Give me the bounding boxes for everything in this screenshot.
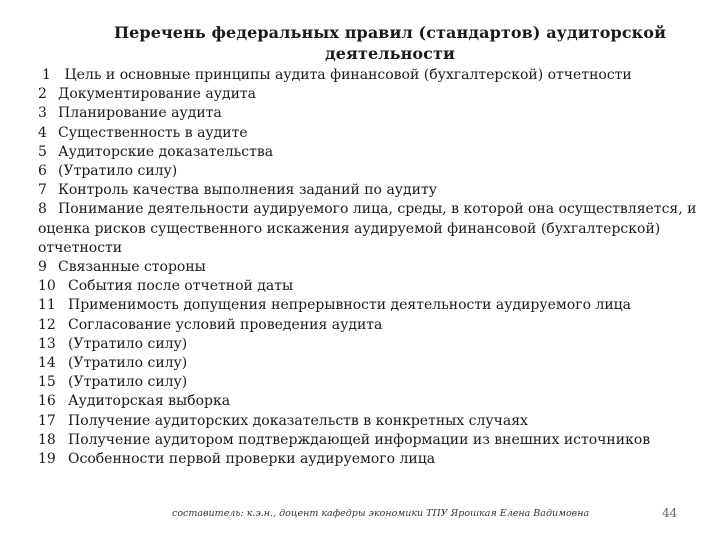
item-number: 10 [38,278,56,295]
item-text: События после отчетной даты [68,278,294,295]
item-number: 13 [38,335,56,352]
item-text: Понимание деятельности аудируемого лица, среды, в которой она осуществляется, и оценка рисков существенного искажения аудируемой финансовой (бухгалтерской) отчетности [38,201,697,256]
item-text: Применимость допущения непрерывности деятельности аудируемого лица [68,297,632,314]
item-text: Согласование условий проведения аудита [68,316,383,333]
list-item [38,181,698,200]
list-item [38,277,698,296]
item-text: Особенности первой проверки аудируемого лица [68,451,436,468]
list-item [38,296,698,315]
list-item [38,392,698,411]
item-number: 15 [38,374,56,391]
item-number: 8 [38,201,47,218]
list-item [38,450,698,469]
list-item [38,85,698,104]
item-number: 4 [38,124,47,141]
item-number: 9 [38,259,47,276]
page-number: 44 [662,506,678,520]
list-item [38,124,698,143]
item-text: Планирование аудита [58,105,222,122]
list-item [38,200,698,258]
item-text: Цель и основные принципы аудита финансовой (бухгалтерской) отчетности [64,67,632,83]
item-number: 7 [38,182,47,199]
standards-list [38,66,698,469]
item-number: 5 [38,143,47,160]
footer-author: составитель: к.э.н., доцент кафедры экономики ТПУ Ярошкая Елена Вадимовна [172,508,590,519]
list-item [38,335,698,354]
item-text: Контроль качества выполнения заданий по аудиту [58,182,437,199]
item-number: 6 [38,163,47,180]
item-number: 3 [38,105,47,122]
list-item [38,162,698,181]
item-number: 17 [38,412,56,429]
item-text: (Утратило силу) [68,335,188,352]
item-number: 19 [38,451,56,468]
item-number: 1 [42,67,51,83]
list-item [38,316,698,335]
item-number: 11 [38,297,56,314]
item-text: Получение аудиторских доказательств в конкретных случаях [68,412,528,429]
list-item [38,373,698,392]
list-item [38,143,698,162]
item-number: 2 [38,86,47,103]
item-text: Аудиторская выборка [68,393,231,410]
list-item [38,258,698,277]
item-text: Существенность в аудите [58,124,248,141]
list-item [38,412,698,431]
list-item [38,354,698,373]
list-item [38,431,698,450]
item-number: 14 [38,355,56,372]
list-item [38,66,698,85]
item-number: 16 [38,393,56,410]
item-text: Документирование аудита [58,86,257,103]
item-number: 18 [38,431,56,448]
item-text: Аудиторские доказательства [58,143,274,160]
item-text: Связанные стороны [58,259,206,276]
item-text: (Утратило силу) [68,374,188,391]
slide-title: Перечень федеральных правил (стандартов) аудиторской деятельности [113,23,667,63]
item-number: 12 [38,316,56,333]
list-item [38,104,698,123]
item-text: (Утратило силу) [58,163,178,180]
item-text: Получение аудитором подтверждающей информации из внешних источников [68,431,651,448]
item-text: (Утратило силу) [68,355,188,372]
